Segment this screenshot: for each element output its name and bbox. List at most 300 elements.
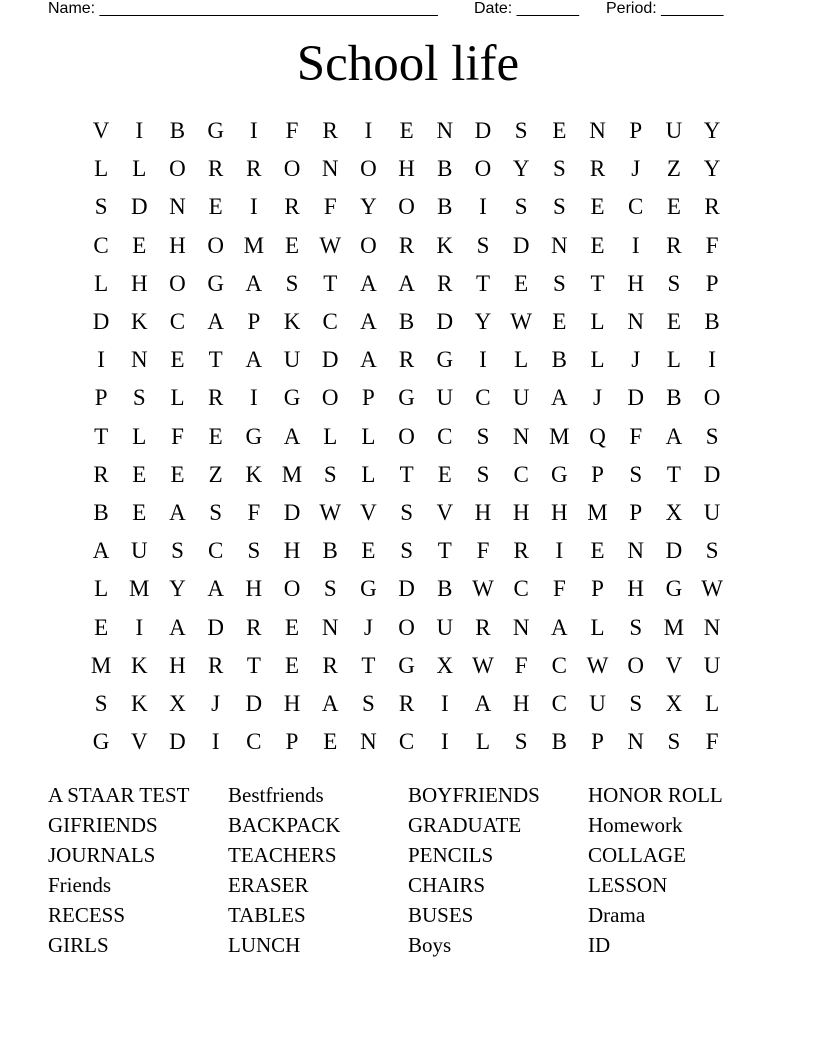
grid-letter: F (171, 423, 184, 449)
grid-letter: V (92, 118, 110, 144)
grid-letter: O (207, 232, 224, 258)
word-list-item: BACKPACK (228, 813, 341, 837)
grid-letter: Y (512, 156, 530, 182)
grid-letter: I (250, 194, 258, 220)
grid-letter: F (247, 499, 261, 525)
grid-letter: J (363, 614, 373, 640)
grid-letter: M (281, 461, 303, 487)
grid-letter: L (514, 347, 529, 373)
grid-letter: U (436, 614, 454, 640)
grid-letter: T (475, 270, 490, 296)
grid-letter: C (513, 576, 529, 602)
grid-letter: N (512, 423, 530, 449)
grid-letter: E (208, 194, 223, 220)
grid-letter: I (479, 194, 487, 220)
grid-letter: S (514, 194, 528, 220)
grid-letter: A (665, 423, 683, 449)
word-list-item: COLLAGE (588, 843, 686, 867)
grid-letter: P (705, 270, 719, 296)
grid-letter: S (323, 461, 337, 487)
grid-letter: R (589, 156, 606, 182)
grid-letter: B (437, 156, 453, 182)
grid-letter: N (436, 118, 454, 144)
grid-letter: S (400, 499, 413, 525)
grid-letter: T (399, 461, 414, 487)
grid-letter: A (92, 538, 110, 564)
grid-letter: G (551, 461, 568, 487)
grid-letter: V (665, 652, 683, 678)
grid-letter: G (360, 576, 377, 602)
grid-letter: S (476, 232, 490, 258)
grid-letter: L (361, 423, 376, 449)
grid-letter: S (667, 729, 681, 755)
grid-letter: W (510, 309, 533, 335)
grid-letter: S (171, 538, 184, 564)
grid-letter: V (360, 499, 377, 525)
grid-letter: G (283, 385, 301, 411)
grid-letter: D (130, 194, 148, 220)
grid-letter: N (169, 194, 186, 220)
grid-letter: P (591, 576, 604, 602)
grid-letter: N (130, 347, 148, 373)
grid-letter: A (360, 347, 377, 373)
grid-letter: G (398, 385, 415, 411)
grid-letter: C (513, 461, 529, 487)
grid-letter: N (627, 729, 645, 755)
grid-letter: N (360, 729, 377, 755)
grid-letter: I (250, 385, 258, 411)
grid-letter: I (135, 118, 144, 144)
grid-letter: C (169, 309, 186, 335)
grid-letter: S (629, 690, 643, 716)
grid-letter: O (398, 194, 415, 220)
grid-letter: H (398, 156, 415, 182)
grid-letter: D (283, 499, 301, 525)
grid-letter: B (551, 347, 568, 373)
grid-letter: S (94, 690, 108, 716)
grid-letter: K (283, 309, 301, 335)
grid-letter: S (247, 538, 261, 564)
grid-letter: A (321, 690, 339, 716)
grid-letter: M (549, 423, 570, 449)
grid-letter: S (514, 118, 528, 144)
grid-letter: R (246, 614, 262, 640)
grid-letter: B (322, 538, 338, 564)
grid-letter: G (398, 652, 415, 678)
grid-letter: S (705, 538, 719, 564)
grid-letter: K (130, 652, 148, 678)
grid-letter: T (437, 538, 452, 564)
grid-letter: D (92, 309, 110, 335)
grid-letter: N (512, 614, 530, 640)
grid-letter: L (94, 270, 109, 296)
grid-letter: E (666, 309, 681, 335)
grid-letter: R (398, 347, 415, 373)
grid-letter: G (245, 423, 263, 449)
grid-letter: T (208, 347, 223, 373)
grid-letter: V (130, 729, 148, 755)
grid-letter: O (398, 614, 415, 640)
word-list-item: Homework (588, 813, 683, 837)
grid-letter: B (437, 194, 453, 220)
grid-letter: P (247, 309, 261, 335)
word-list-item: RECESS (48, 903, 126, 927)
grid-letter: G (207, 270, 224, 296)
grid-letter: H (551, 499, 568, 525)
grid-letter: A (360, 309, 377, 335)
grid-letter: X (665, 499, 683, 525)
word-list-item: TEACHERS (228, 843, 337, 867)
word-list (48, 780, 768, 960)
grid-letter: S (476, 461, 490, 487)
grid-letter: C (475, 385, 491, 411)
grid-letter: H (169, 652, 186, 678)
grid-letter: B (666, 385, 682, 411)
grid-letter: I (440, 729, 449, 755)
grid-letter: L (590, 614, 605, 640)
grid-letter: E (552, 309, 567, 335)
grid-letter: R (704, 194, 720, 220)
grid-letter: I (211, 729, 220, 755)
grid-letter: C (551, 690, 568, 716)
grid-letter: U (512, 385, 530, 411)
grid-letter: D (627, 385, 645, 411)
grid-letter: H (130, 270, 148, 296)
grid-letter: O (360, 232, 377, 258)
grid-letter: F (629, 423, 643, 449)
grid-letter: L (590, 347, 605, 373)
period-field: Period: _______ (606, 0, 724, 17)
grid-letter: L (94, 156, 109, 182)
grid-letter: G (665, 576, 683, 602)
grid-letter: R (666, 232, 682, 258)
grid-letter: H (245, 576, 263, 602)
grid-letter: Y (703, 118, 721, 144)
grid-letter: D (398, 576, 415, 602)
grid-letter: L (590, 309, 605, 335)
grid-letter: B (398, 309, 415, 335)
grid-letter: E (590, 538, 605, 564)
grid-letter: C (398, 729, 415, 755)
grid-letter: P (591, 461, 604, 487)
grid-letter: M (663, 614, 685, 640)
grid-letter: A (551, 614, 568, 640)
grid-letter: F (705, 232, 719, 258)
grid-letter: P (629, 118, 643, 144)
grid-letter: C (207, 538, 224, 564)
grid-letter: S (552, 194, 566, 220)
grid-letter: S (362, 690, 375, 716)
word-list-item: Friends (48, 873, 111, 897)
grid-letter: D (207, 614, 224, 640)
grid-letter: E (590, 194, 605, 220)
grid-letter: R (207, 652, 224, 678)
grid-letter: N (703, 614, 721, 640)
word-list-item: BOYFRIENDS (408, 783, 540, 807)
grid-letter: R (322, 652, 338, 678)
grid-letter: I (250, 118, 258, 144)
grid-letter: P (362, 385, 375, 411)
grid-letter: N (627, 309, 645, 335)
grid-letter: G (92, 729, 110, 755)
grid-letter: O (283, 576, 301, 602)
grid-letter: Y (360, 194, 377, 220)
grid-letter: C (437, 423, 453, 449)
grid-letter: R (207, 385, 224, 411)
grid-letter: R (284, 194, 300, 220)
grid-letter: C (93, 232, 109, 258)
grid-letter: S (629, 614, 643, 640)
word-list-item: ID (588, 933, 611, 957)
grid-letter: U (130, 538, 148, 564)
grid-letter: S (132, 385, 146, 411)
grid-letter: I (97, 347, 105, 373)
grid-letter: L (666, 347, 681, 373)
grid-letter: R (437, 270, 453, 296)
grid-letter: P (591, 729, 604, 755)
grid-letter: I (708, 347, 716, 373)
grid-letter: R (93, 461, 109, 487)
grid-letter: O (703, 385, 721, 411)
grid-letter: M (90, 652, 112, 678)
grid-letter: B (169, 118, 186, 144)
grid-letter: K (245, 461, 263, 487)
grid-letter: B (437, 576, 453, 602)
grid-letter: S (552, 156, 566, 182)
grid-letter: R (207, 156, 224, 182)
grid-letter: W (472, 652, 494, 678)
word-list-item: TABLES (228, 903, 306, 927)
grid-letter: E (132, 461, 147, 487)
word-list-item: JOURNALS (48, 843, 156, 867)
grid-letter: L (132, 156, 147, 182)
grid-letter: S (476, 423, 490, 449)
grid-letter: Q (589, 423, 606, 449)
grid-letter: P (285, 729, 299, 755)
grid-letter: D (436, 309, 454, 335)
grid-letter: I (440, 690, 449, 716)
grid-letter: A (245, 270, 263, 296)
grid-letter: H (283, 690, 301, 716)
grid-letter: A (398, 270, 415, 296)
grid-letter: C (246, 729, 262, 755)
grid-letter: E (170, 347, 185, 373)
grid-letter: D (703, 461, 721, 487)
grid-letter: D (169, 729, 186, 755)
grid-letter: D (665, 538, 683, 564)
grid-letter: Z (666, 156, 681, 182)
grid-letter: L (132, 423, 147, 449)
grid-letter: B (93, 499, 109, 525)
grid-letter: A (283, 423, 301, 449)
grid-letter: Y (169, 576, 186, 602)
grid-letter: A (169, 499, 186, 525)
grid-letter: E (132, 232, 147, 258)
word-list-item: Bestfriends (228, 783, 324, 807)
grid-letter: F (285, 118, 299, 144)
grid-letter: A (207, 309, 224, 335)
name-field: Name: ______________________________________ (48, 0, 438, 17)
grid-letter: V (436, 499, 454, 525)
grid-letter: K (436, 232, 454, 258)
grid-letter: L (323, 423, 338, 449)
grid-letter: F (476, 538, 490, 564)
grid-letter: H (474, 499, 492, 525)
grid-letter: G (436, 347, 454, 373)
grid-letter: E (94, 614, 109, 640)
grid-letter: D (321, 347, 339, 373)
grid-letter: A (169, 614, 186, 640)
word-list-item: PENCILS (408, 843, 494, 867)
grid-letter: J (211, 690, 221, 716)
grid-letter: R (322, 118, 338, 144)
grid-letter: J (631, 347, 641, 373)
word-search-grid (82, 112, 731, 761)
grid-letter: L (475, 729, 490, 755)
grid-letter: O (627, 652, 645, 678)
grid-letter: R (246, 156, 262, 182)
grid-letter: E (361, 538, 376, 564)
grid-letter: E (285, 614, 300, 640)
grid-letter: A (551, 385, 568, 411)
grid-letter: G (207, 118, 224, 144)
grid-letter: C (551, 652, 568, 678)
grid-letter: C (322, 309, 338, 335)
grid-letter: E (323, 729, 338, 755)
grid-letter: Y (703, 156, 721, 182)
grid-letter: O (474, 156, 492, 182)
grid-letter: U (703, 652, 721, 678)
grid-letter: I (631, 232, 640, 258)
grid-letter: K (130, 309, 148, 335)
grid-letter: X (436, 652, 454, 678)
grid-letter: L (170, 385, 185, 411)
grid-letter: R (398, 232, 415, 258)
word-list-item: LESSON (588, 873, 668, 897)
grid-letter: X (665, 690, 683, 716)
grid-letter: I (364, 118, 373, 144)
grid-letter: T (666, 461, 681, 487)
grid-letter: B (551, 729, 568, 755)
grid-letter: E (666, 194, 681, 220)
word-list-item: Drama (588, 903, 646, 927)
grid-letter: H (512, 690, 530, 716)
grid-letter: O (398, 423, 415, 449)
grid-letter: O (283, 156, 301, 182)
grid-letter: N (321, 614, 339, 640)
word-list-item: GIFRIENDS (48, 813, 158, 837)
grid-letter: J (593, 385, 602, 411)
grid-letter: E (132, 499, 147, 525)
grid-letter: S (552, 270, 566, 296)
grid-letter: S (285, 270, 299, 296)
grid-letter: H (512, 499, 530, 525)
grid-letter: X (169, 690, 186, 716)
grid-letter: U (283, 347, 301, 373)
grid-letter: O (321, 385, 339, 411)
grid-letter: E (437, 461, 452, 487)
grid-letter: K (130, 690, 148, 716)
grid-letter: E (552, 118, 567, 144)
grid-letter: C (628, 194, 644, 220)
word-list-item: GIRLS (48, 933, 109, 957)
date-field: Date: _______ (474, 0, 579, 17)
grid-letter: L (361, 461, 376, 487)
grid-letter: R (513, 538, 529, 564)
word-list-item: Boys (408, 933, 452, 957)
grid-letter: W (701, 576, 723, 602)
grid-letter: E (590, 232, 605, 258)
grid-letter: N (589, 118, 606, 144)
grid-letter: N (627, 538, 645, 564)
grid-letter: E (208, 423, 223, 449)
grid-letter: W (319, 499, 342, 525)
grid-letter: F (705, 729, 719, 755)
grid-letter: Z (208, 461, 223, 487)
grid-letter: S (400, 538, 413, 564)
grid-letter: H (169, 232, 186, 258)
grid-letter: I (479, 347, 487, 373)
grid-letter: S (629, 461, 643, 487)
grid-letter: A (245, 347, 263, 373)
grid-letter: W (472, 576, 494, 602)
grid-letter: F (552, 576, 566, 602)
grid-letter: U (703, 499, 721, 525)
grid-letter: S (94, 194, 108, 220)
grid-letter: D (512, 232, 530, 258)
grid-letter: P (94, 385, 108, 411)
grid-letter: B (704, 309, 720, 335)
grid-letter: D (474, 118, 492, 144)
grid-letter: E (514, 270, 529, 296)
grid-letter: R (475, 614, 491, 640)
word-list-item: HONOR ROLL (588, 783, 723, 807)
grid-letter: Y (474, 309, 492, 335)
grid-letter: O (360, 156, 377, 182)
grid-letter: F (323, 194, 337, 220)
grid-letter: T (361, 652, 376, 678)
grid-letter: D (245, 690, 263, 716)
grid-letter: E (285, 232, 300, 258)
grid-letter: H (283, 538, 301, 564)
grid-letter: E (170, 461, 185, 487)
grid-letter: M (129, 576, 150, 602)
grid-letter: R (398, 690, 415, 716)
grid-letter: T (323, 270, 338, 296)
grid-letter: S (323, 576, 337, 602)
grid-letter: J (631, 156, 641, 182)
grid-letter: M (243, 232, 265, 258)
grid-letter: F (514, 652, 528, 678)
word-list-item: BUSES (408, 903, 474, 927)
grid-letter: A (360, 270, 377, 296)
page-title: School life (296, 36, 520, 92)
grid-letter: I (135, 614, 144, 640)
grid-letter: M (587, 499, 608, 525)
word-list-item: CHAIRS (408, 873, 486, 897)
grid-letter: W (586, 652, 609, 678)
grid-letter: N (551, 232, 568, 258)
grid-letter: U (665, 118, 683, 144)
grid-letter: A (207, 576, 224, 602)
grid-letter: T (94, 423, 109, 449)
grid-letter: T (590, 270, 605, 296)
grid-letter: U (589, 690, 606, 716)
grid-letter: E (285, 652, 300, 678)
word-list-item: ERASER (228, 873, 309, 897)
grid-letter: U (436, 385, 454, 411)
grid-letter: H (627, 576, 645, 602)
